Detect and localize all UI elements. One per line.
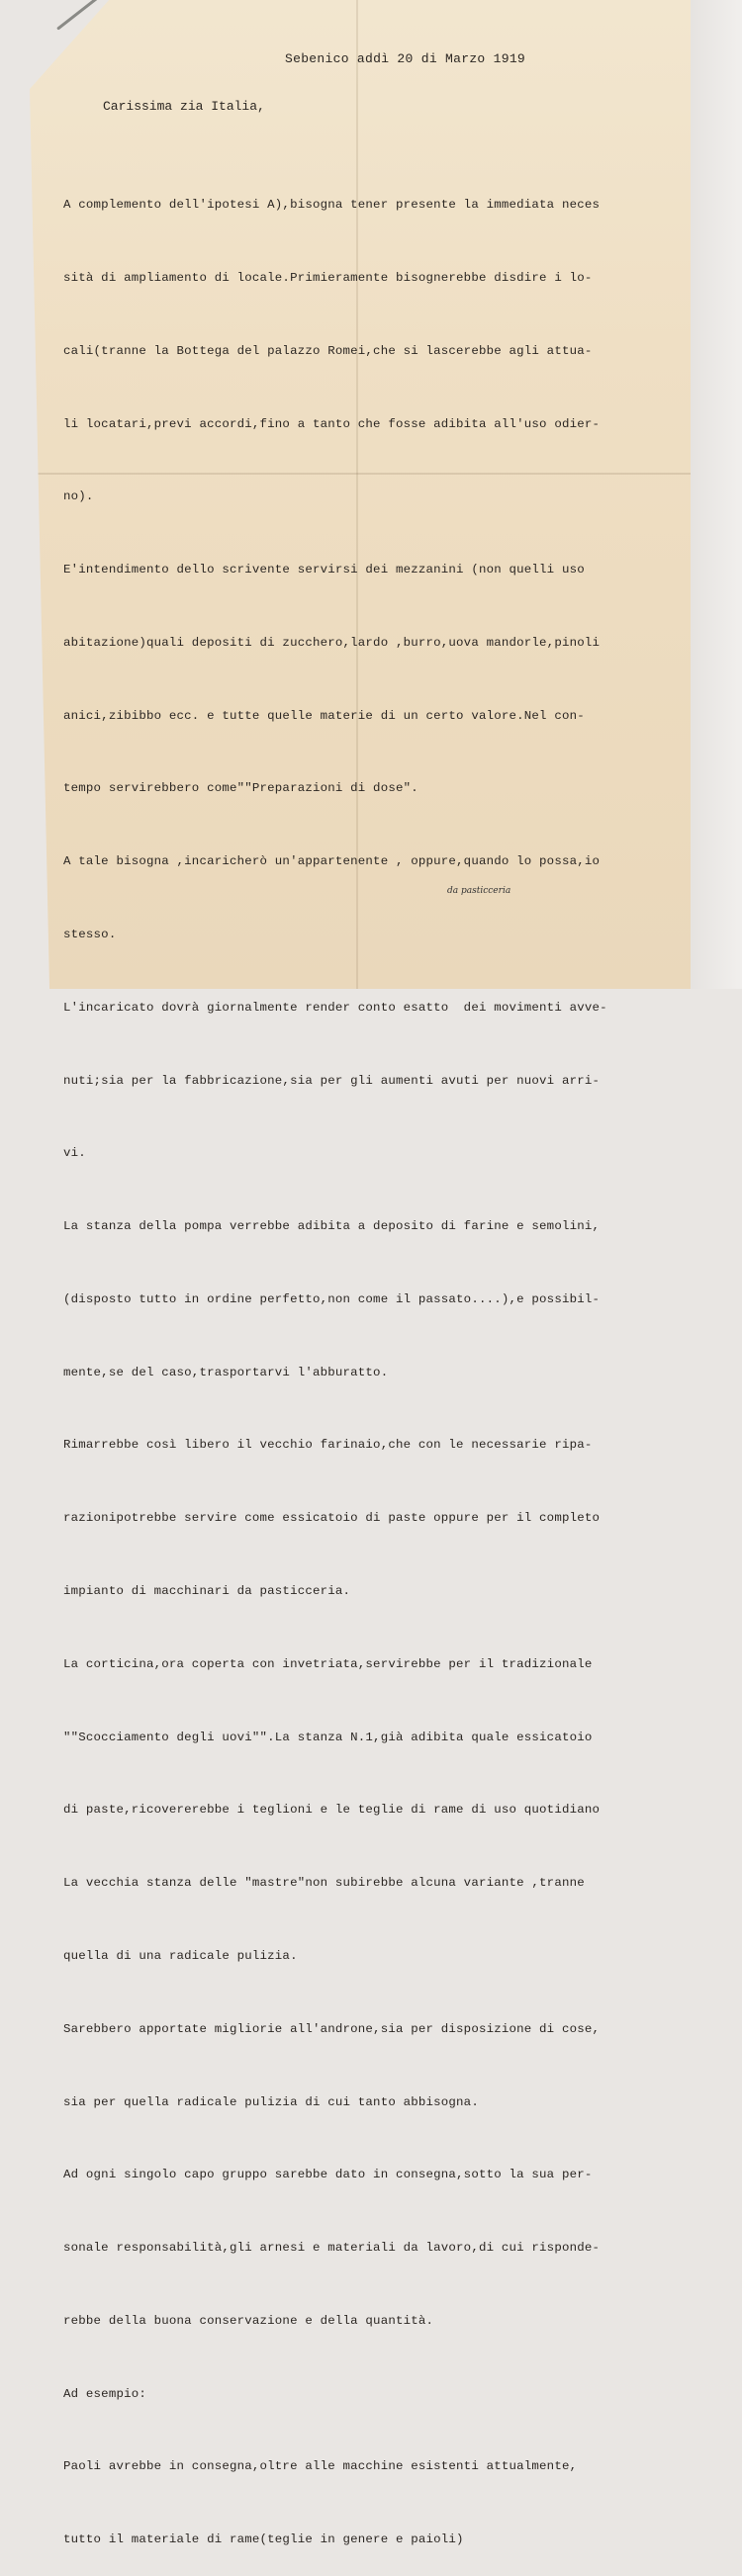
- handwritten-note: da pasticceria: [447, 886, 511, 896]
- letter-line: tutto il materiale di rame(teglie in genere e paioli): [63, 2532, 464, 2547]
- letter-line: sità di ampliamento di locale.Primieramente bisognerebbe disdire i lo-: [63, 270, 593, 285]
- letter-line: sonale responsabilità,gli arnesi e materiali da lavoro,di cui risponde-: [63, 2241, 601, 2256]
- letter-line: mente,se del caso,trasportarvi l'abburatto.: [63, 1365, 389, 1379]
- letter-date: Sebenico addì 20 di Marzo 1919: [285, 51, 526, 66]
- letter-line: razionipotrebbe servire come essicatoio di paste oppure per il completo: [63, 1511, 601, 1526]
- letter-body: [63, 144, 696, 2576]
- letter-line: sia per quella radicale pulizia di cui tanto abbisogna.: [63, 2094, 479, 2109]
- letter-line: di paste,ricovererebbe i teglioni e le teglie di rame di uso quotidiano: [63, 1803, 601, 1818]
- letter-line: impianto di macchinari da pasticceria.: [63, 1584, 351, 1599]
- letter-line: Sarebbero apportate migliorie all'androne,sia per disposizione di cose,: [63, 2021, 601, 2036]
- letter-line: Rimarrebbe così libero il vecchio farinaio,che con le necessarie ripa-: [63, 1438, 593, 1453]
- letter-line: La vecchia stanza delle "mastre"non subirebbe alcuna variante ,tranne: [63, 1876, 585, 1891]
- letter-line: ""Scocciamento degli uovi"".La stanza N.1,già adibita quale essicatoio: [63, 1730, 593, 1744]
- letter-line: Ad ogni singolo capo gruppo sarebbe dato in consegna,sotto la sua per-: [63, 2168, 593, 2182]
- letter-line: stesso.: [63, 928, 117, 941]
- letter-line: L'incaricato dovrà giornalmente render conto esatto dei movimenti avve-: [63, 1000, 607, 1015]
- letter-line: nuti;sia per la fabbricazione,sia per gli aumenti avuti per nuovi arri-: [63, 1073, 601, 1088]
- letter-line: vi.: [63, 1146, 86, 1161]
- letter-line: no).: [63, 489, 94, 504]
- letter-line: rebbe della buona conservazione e della quantità.: [63, 2313, 434, 2328]
- letter-line: Paoli avrebbe in consegna,oltre alle macchine esistenti attualmente,: [63, 2459, 578, 2474]
- letter-line: abitazione)quali depositi di zucchero,lardo ,burro,uova mandorle,pinoli: [63, 635, 601, 650]
- letter-line: A tale bisogna ,incaricherò un'appartenente , oppure,quando lo possa,io: [63, 854, 601, 869]
- letter-line: tempo servirebbero come""Preparazioni di dose".: [63, 781, 418, 796]
- letter-line: La stanza della pompa verrebbe adibita a deposito di farine e semolini,: [63, 1219, 601, 1234]
- letter-line: li locatari,previ accordi,fino a tanto che fosse adibita all'uso odier-: [63, 416, 601, 431]
- letter-line: (disposto tutto in ordine perfetto,non come il passato....),e possibil-: [63, 1291, 601, 1306]
- letter-line: cali(tranne la Bottega del palazzo Romei,che si lascerebbe agli attua-: [63, 343, 593, 358]
- letter-greeting: Carissima zia Italia,: [103, 99, 265, 114]
- letter-line: La corticina,ora coperta con invetriata,servirebbe per il tradizionale: [63, 1656, 593, 1671]
- letter-line: Ad esempio:: [63, 2386, 146, 2401]
- letter-line: E'intendimento dello scrivente servirsi dei mezzanini (non quelli uso: [63, 563, 585, 577]
- letter-line: anici,zibibbo ecc. e tutte quelle materie di un certo valore.Nel con-: [63, 708, 585, 723]
- letter-line: quella di una radicale pulizia.: [63, 1948, 298, 1963]
- letter-line: A complemento dell'ipotesi A),bisogna tener presente la immediata neces: [63, 198, 601, 213]
